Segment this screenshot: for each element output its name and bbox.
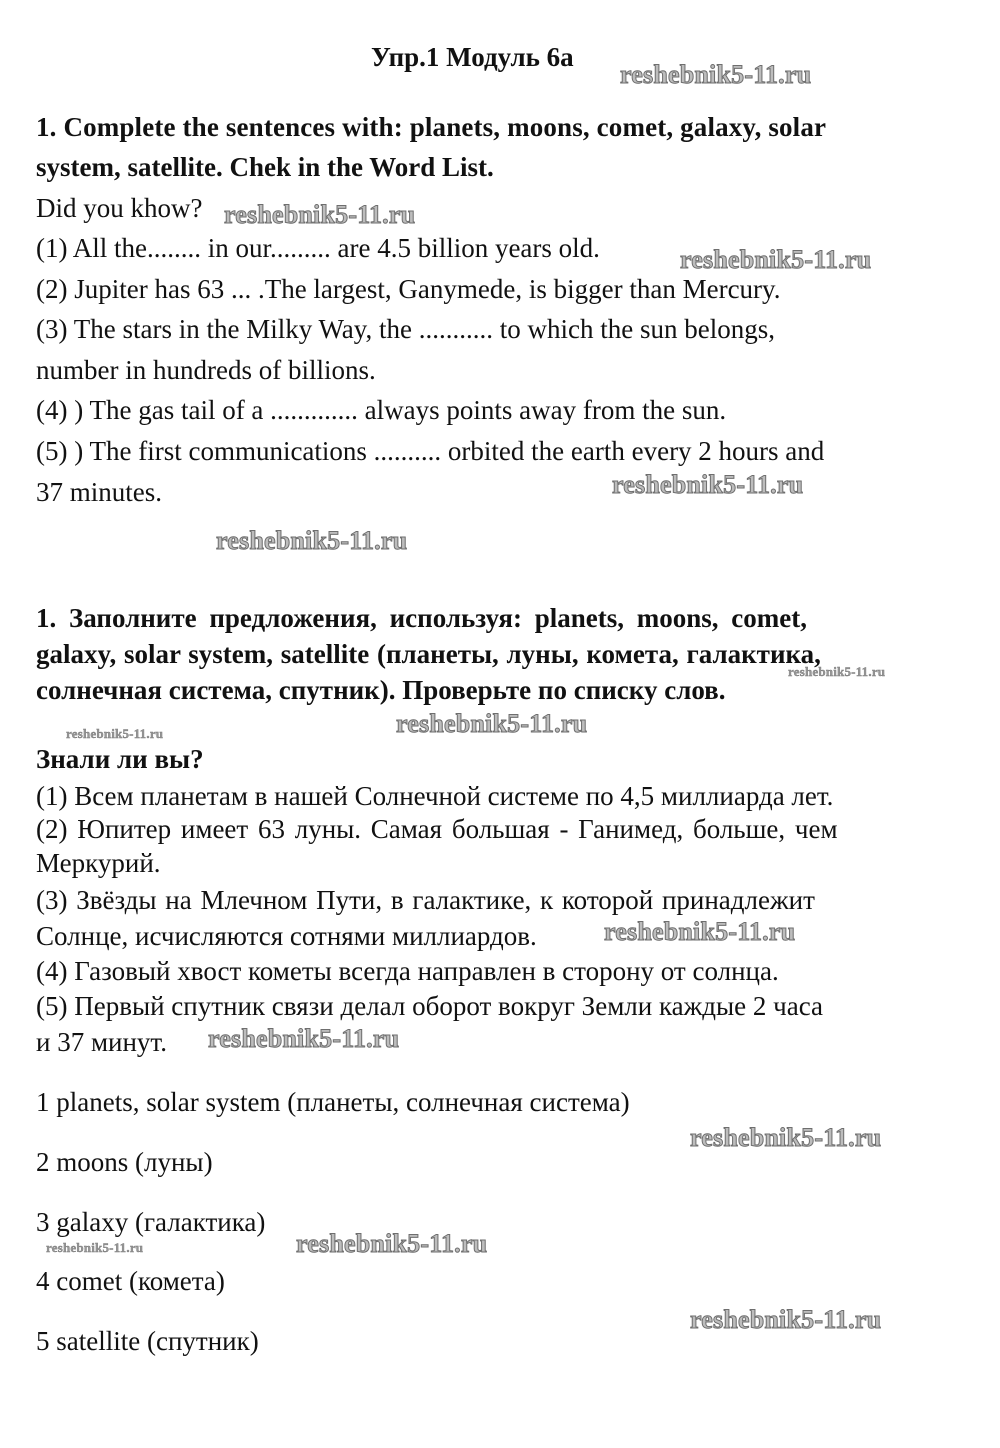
russian-sentence-5-line-1: (5) Первый спутник связи делал оборот вокруг Земли каждые 2 часа: [36, 991, 824, 1021]
english-sentence-2: (2) Jupiter has 63 ... .The largest, Ganymede, is bigger than Mercury.: [36, 274, 781, 304]
answer-2: 2 moons (луны): [36, 1147, 213, 1177]
russian-task-line-2: galaxy, solar system, satellite (планеты, луны, комета, галактика,: [36, 639, 821, 669]
russian-task-line-1: 1. Заполните предложения, используя: planets, moons, comet,: [36, 603, 807, 633]
watermark: reshebnik5-11.ru: [690, 1305, 882, 1334]
english-task-line-1-text: 1. Complete the sentences with: planets, moons, comet, galaxy, solar: [36, 112, 827, 142]
watermark: reshebnik5-11.ru: [224, 200, 416, 229]
russian-intro: Знали ли вы?: [36, 744, 204, 774]
russian-task-line-3: солнечная система, спутник). Проверьте по списку слов.: [36, 675, 726, 705]
watermark: reshebnik5-11.ru: [396, 709, 588, 738]
russian-sentence-2-line-2: Меркурий.: [36, 848, 161, 878]
watermark: reshebnik5-11.ru: [216, 526, 408, 555]
russian-sentence-3-line-2: Солнце, исчисляются сотнями миллиардов.: [36, 921, 537, 951]
watermark: reshebnik5-11.ru: [680, 245, 872, 274]
watermark: reshebnik5-11.ru: [46, 1240, 144, 1255]
answer-3: 3 galaxy (галактика): [36, 1207, 266, 1237]
watermark: reshebnik5-11.ru: [620, 60, 812, 89]
watermark: reshebnik5-11.ru: [604, 917, 796, 946]
watermark: reshebnik5-11.ru: [690, 1123, 882, 1152]
english-sentence-3-line-1: (3) The stars in the Milky Way, the ........... to which the sun belongs,: [36, 314, 775, 344]
english-sentence-5-line-2: 37 minutes.: [36, 477, 162, 507]
english-sentence-4: (4) ) The gas tail of a ............. always points away from the sun.: [36, 395, 727, 425]
russian-sentence-3-line-1: (3) Звёзды на Млечном Пути, в галактике, к которой принадлежит: [36, 885, 815, 915]
russian-sentence-1: (1) Всем планетам в нашей Солнечной системе по 4,5 миллиарда лет.: [36, 781, 834, 811]
watermark: reshebnik5-11.ru: [788, 664, 886, 679]
english-task-line-1: [36, 114, 940, 141]
russian-sentence-4: (4) Газовый хвост кометы всегда направлен в сторону от солнца.: [36, 956, 779, 986]
watermark: reshebnik5-11.ru: [66, 726, 164, 741]
english-sentence-3-line-2: number in hundreds of billions.: [36, 355, 376, 385]
english-task-line-2: system, satellite. Chek in the Word List.: [36, 152, 494, 182]
answer-4: 4 comet (комета): [36, 1266, 225, 1296]
english-sentence-5-line-1: (5) ) The first communications .......... orbited the earth every 2 hours and: [36, 436, 825, 466]
watermark: reshebnik5-11.ru: [296, 1229, 488, 1258]
russian-sentence-2-line-1: (2) Юпитер имеет 63 луны. Самая большая - Ганимед, больше, чем: [36, 814, 838, 844]
answer-5: 5 satellite (спутник): [36, 1326, 259, 1356]
page-title: Упр.1 Модуль 6а: [371, 42, 574, 72]
english-intro: Did you khow?: [36, 193, 203, 223]
russian-sentence-5-line-2: и 37 минут.: [36, 1027, 167, 1057]
english-sentence-1: (1) All the........ in our......... are 4.5 billion years old.: [36, 233, 600, 263]
answer-1: 1 planets, solar system (планеты, солнечная система): [36, 1087, 630, 1117]
watermark: reshebnik5-11.ru: [612, 470, 804, 499]
watermark: reshebnik5-11.ru: [208, 1024, 400, 1053]
